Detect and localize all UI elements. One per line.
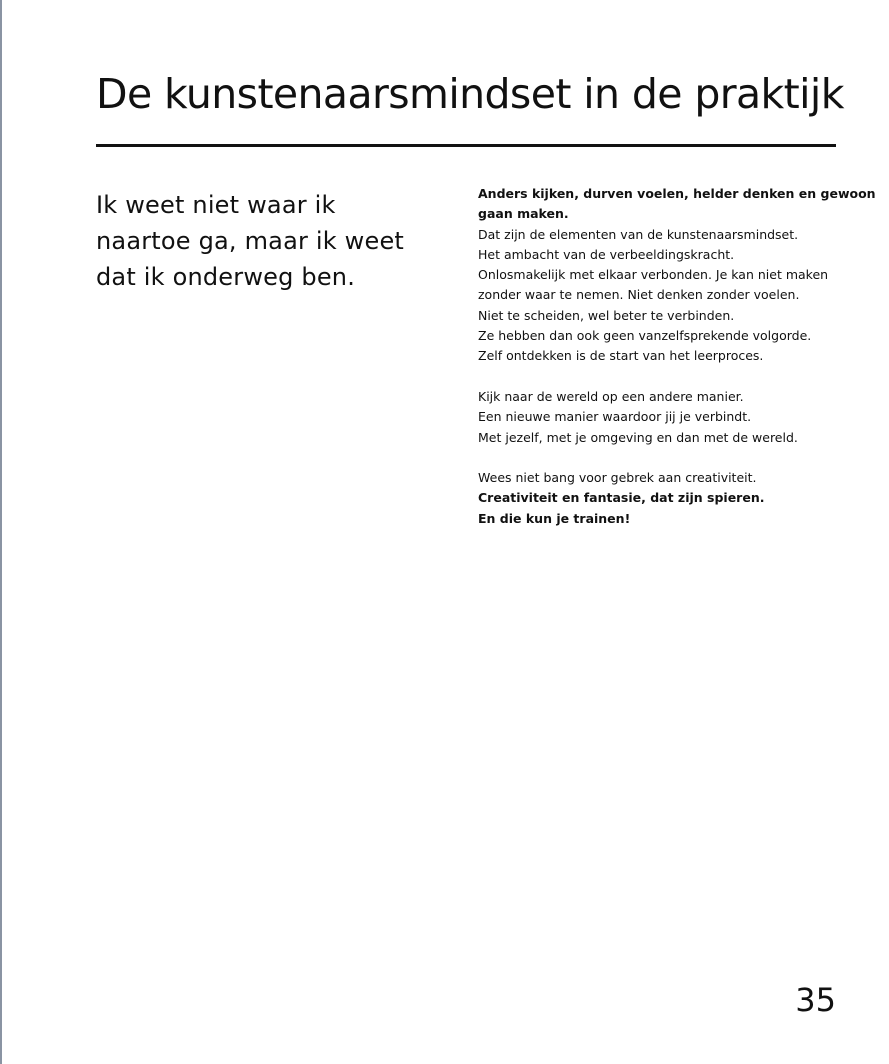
title-divider (96, 144, 836, 147)
quote-line: dat ik onderweg ben. (96, 263, 356, 291)
paragraph-line: Kijk naar de wereld op een andere manier. (478, 388, 744, 404)
paragraph-line: zonder waar te nemen. Niet denken zonder voelen. (478, 287, 800, 303)
paragraph-line: Wees niet bang voor gebrek aan creativiteit. (478, 470, 757, 486)
paragraph-look-differently (478, 387, 848, 448)
paragraph-bold-line: Anders kijken, durven voelen, helder denken en gewoon (478, 186, 876, 201)
page-title: De kunstenaarsmindset in de praktijk (96, 70, 844, 118)
paragraph-line: Onlosmakelijk met elkaar verbonden. Je kan niet maken (478, 267, 829, 283)
paragraph-line: Het ambacht van de verbeeldingskracht. (478, 246, 735, 262)
paragraph-spacer (478, 367, 848, 387)
paragraph-line: Zelf ontdekken is de start van het leerproces. (478, 348, 764, 364)
intro-quote (96, 187, 436, 295)
paragraph-bold-line: gaan maken. (478, 206, 569, 222)
page-number: 35 (795, 981, 836, 1019)
quote-line: Ik weet niet waar ik (96, 191, 336, 219)
paragraph-line: Niet te scheiden, wel beter te verbinden. (478, 307, 735, 323)
paragraph-line: Een nieuwe manier waardoor jij je verbindt. (478, 409, 752, 425)
body-text-column (478, 184, 876, 529)
paragraph-line: Met jezelf, met je omgeving en dan met de wereld. (478, 429, 798, 445)
paragraph-bold-line: Creativiteit en fantasie, dat zijn spieren. (478, 490, 765, 506)
paragraph-bold-line: En die kun je trainen! (478, 510, 631, 526)
paragraph-creativity (478, 468, 848, 529)
page-edge-line (0, 0, 2, 1064)
paragraph-spacer (478, 448, 848, 468)
paragraph-line: Dat zijn de elementen van de kunstenaarsmindset. (478, 226, 799, 242)
paragraph-mindset-elements (478, 184, 876, 367)
paragraph-line: Ze hebben dan ook geen vanzelfsprekende volgorde. (478, 328, 812, 344)
quote-line: naartoe ga, maar ik weet (96, 227, 405, 255)
